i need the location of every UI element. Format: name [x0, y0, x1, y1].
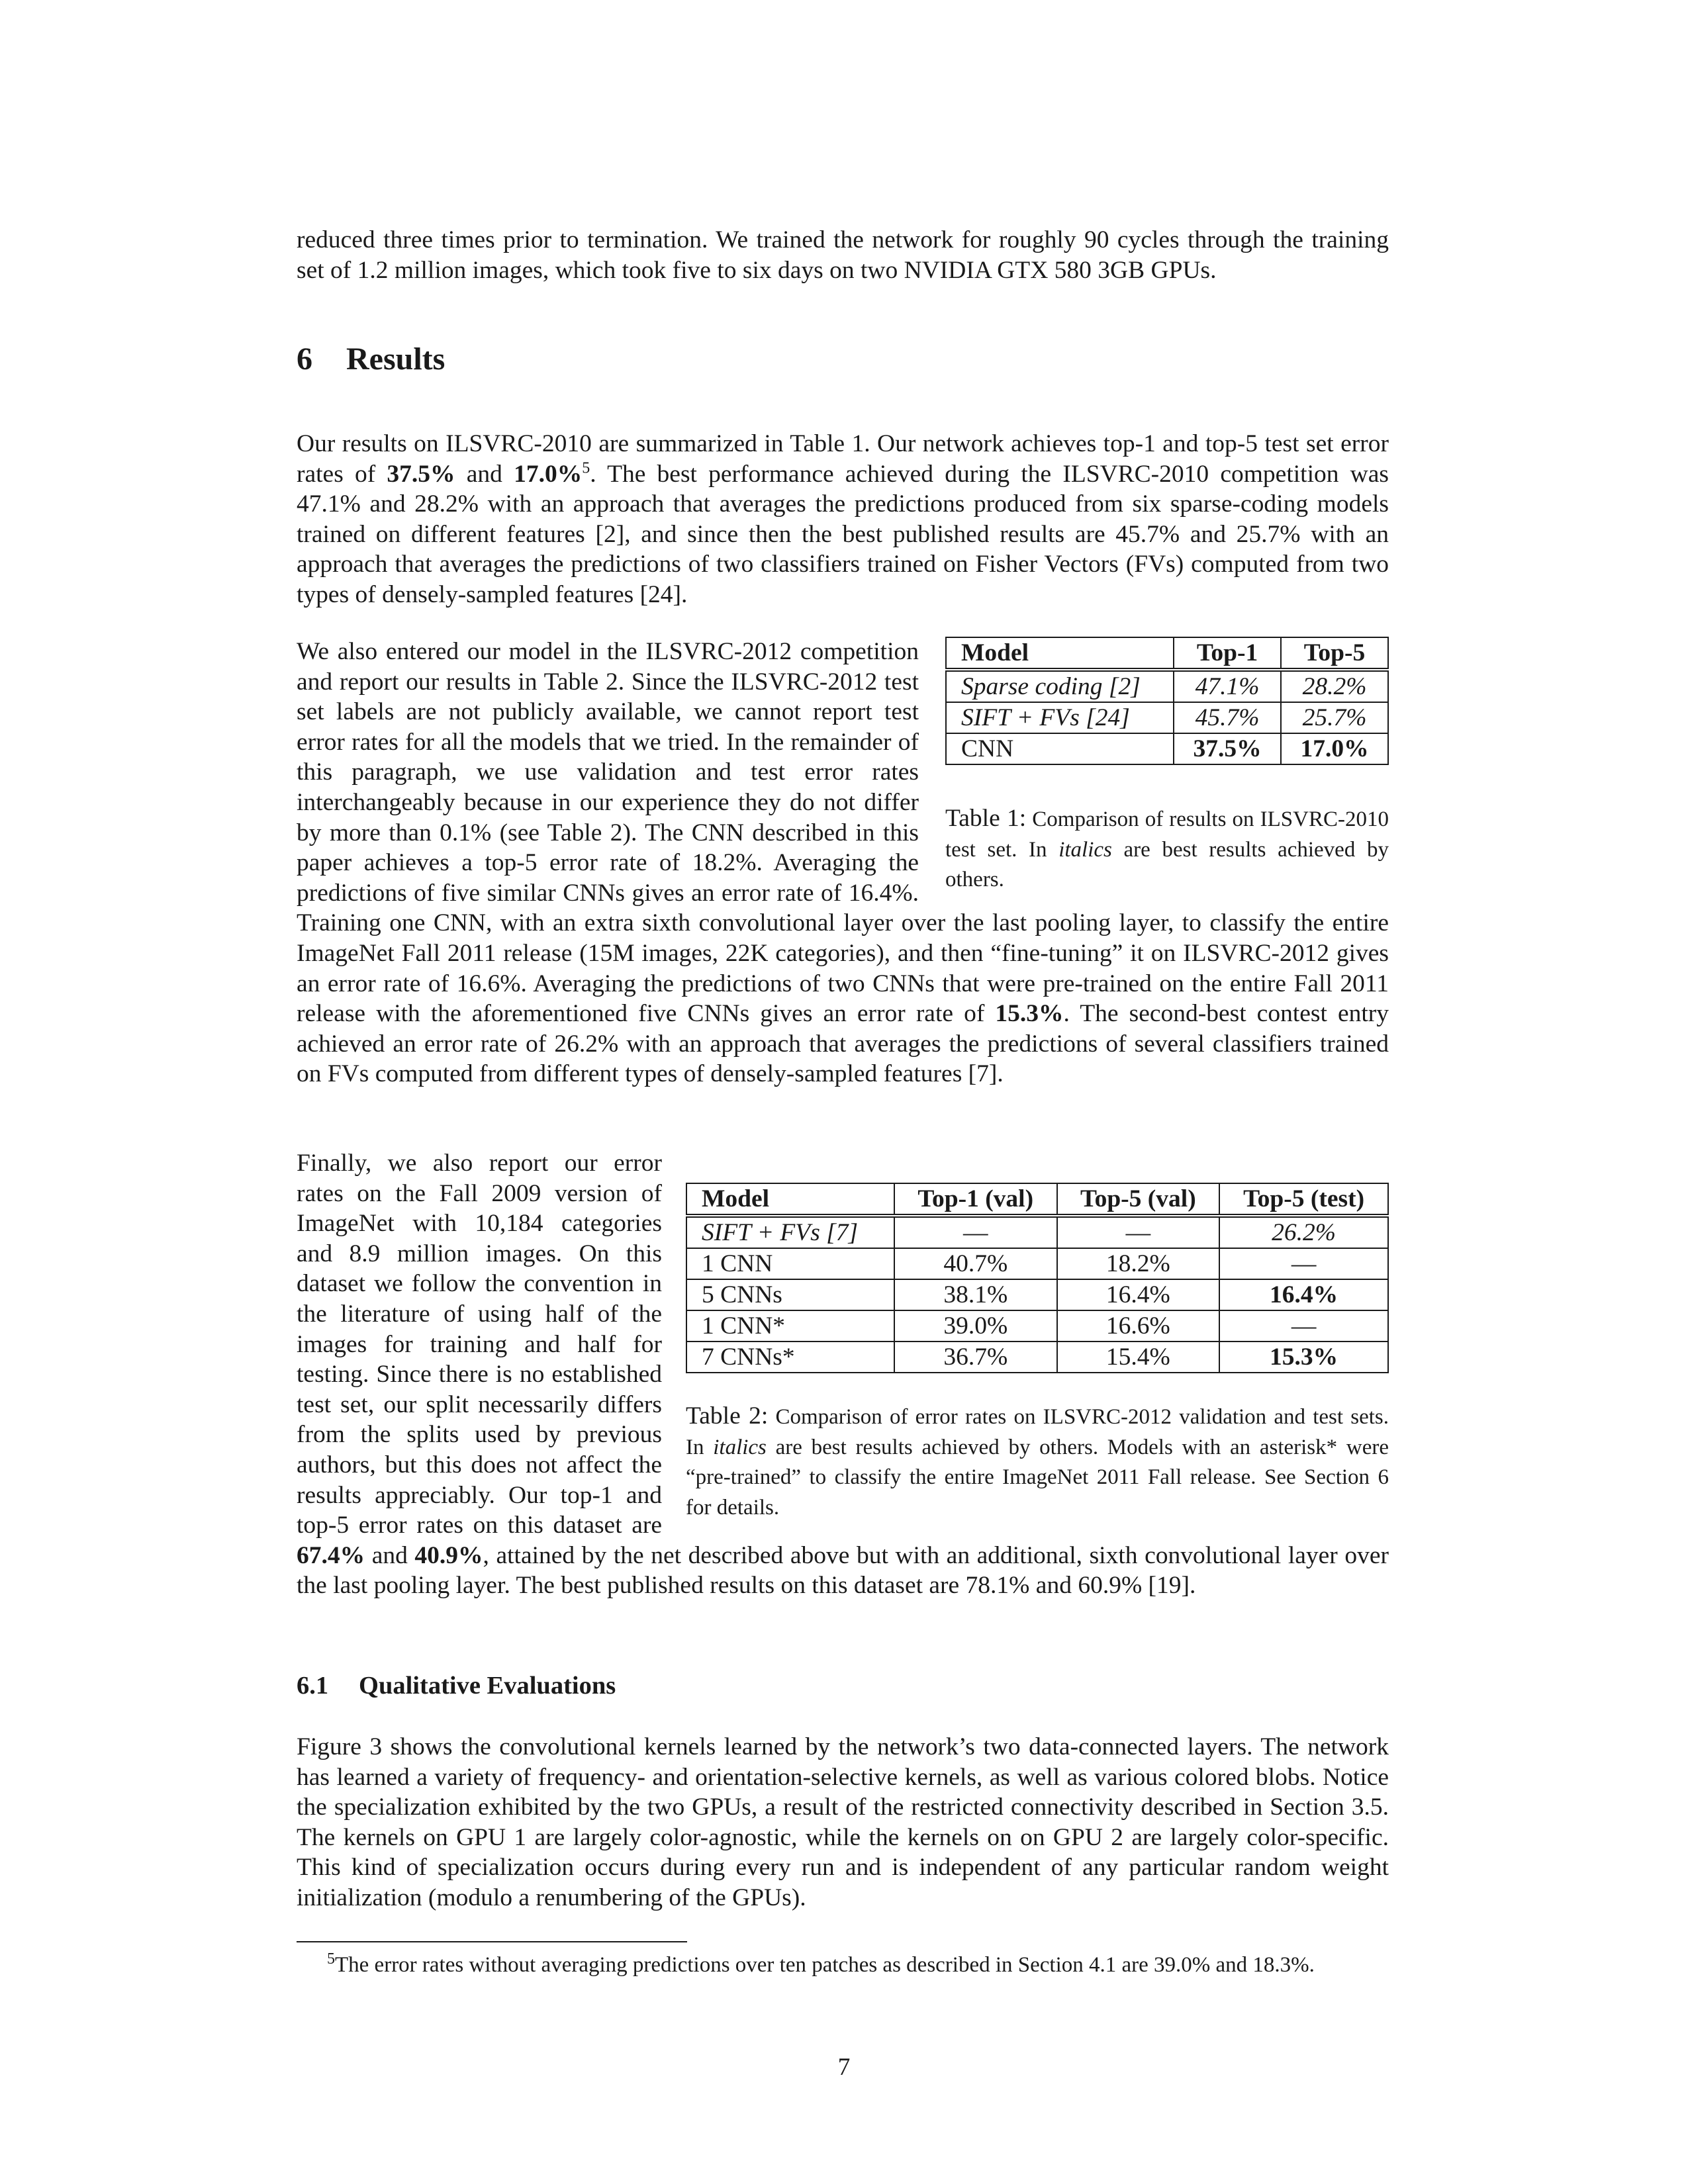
subsection-title: Qualitative Evaluations	[359, 1672, 616, 1700]
table2-caption-text-a: Comparison of error rates on ILSVRC-2012 validation and test sets. In	[686, 1405, 1389, 1459]
table1-cell: SIFT + FVs [24]	[946, 702, 1174, 733]
footnote-number: 5	[327, 1950, 335, 1968]
table2-caption-italic: italics	[713, 1435, 767, 1459]
table2-cell: 1 CNN	[686, 1248, 894, 1279]
table2-header-row	[686, 1183, 1388, 1216]
subsection-number: 6.1	[297, 1672, 329, 1700]
results2-text-a: We also entered our model in the ILSVRC-2012 competition and report our results in Table 2. Since the ILSVRC-2012 test set labels are not publicly available, we cannot report test error rates for all the models that we tried. In the remainder of this paragraph, we use validation and test error rates interchangeably because in our experience they do not differ by more than 0.1% (see Table 2). The CNN described in this paper achieves a top-5 error rate of 18.2%. Averaging the predictions of five similar CNNs gives an error rate of 16.4%. Training one CNN, with an extra sixth convolutional layer over the last pooling layer, to classify the entire ImageNet Fall 2011 release (15M images, 22K categories), and then “fine-tuning” it on ILSVRC-2012 gives an error rate of 16.6%. Averaging the predictions of two CNNs that were pre-trained on the entire Fall 2011 release with the aforementioned five CNNs gives an error rate of	[297, 638, 1389, 1028]
results2-text-c: . The second-best contest entry achieved an error rate of 26.2% with an approach that averages the predictions of several classifiers trained on FVs computed from different types of densely-sampled features [7].	[297, 1000, 1389, 1088]
table1-caption	[945, 803, 1389, 895]
table2-cell: 15.3%	[1219, 1342, 1388, 1373]
table1-cell: 45.7%	[1174, 702, 1281, 733]
table1-header-top5: Top-5	[1281, 637, 1388, 670]
table1-cell: 17.0%	[1281, 733, 1388, 764]
table2-float	[686, 1183, 1389, 1523]
table2-header-top5-test: Top-5 (test)	[1219, 1183, 1388, 1216]
table2-caption	[686, 1401, 1389, 1523]
table1-float	[945, 637, 1389, 895]
table1-cell: 25.7%	[1281, 702, 1388, 733]
table2-cell: 39.0%	[894, 1310, 1057, 1342]
results1-text-a: Our results on ILSVRC-2010 are summarized in Table 1. Our network achieves top-1 and top-5 test set error rates of	[297, 430, 1389, 488]
intro-paragraph: reduced three times prior to termination. We trained the network for roughly 90 cycles through the training set of 1.2 million images, which took five to six days on two NVIDIA GTX 580 3GB GPUs.	[297, 226, 1389, 284]
table-row	[946, 702, 1388, 733]
footnote-divider	[297, 1941, 687, 1942]
table-2	[686, 1183, 1389, 1373]
table1-cell: 47.1%	[1174, 670, 1281, 702]
table2-cell: 16.4%	[1057, 1279, 1220, 1310]
table2-cell: —	[1057, 1216, 1220, 1248]
table2-cell: 7 CNNs*	[686, 1342, 894, 1373]
table-row	[946, 733, 1388, 764]
table2-header-model: Model	[686, 1183, 894, 1216]
table2-cell: 18.2%	[1057, 1248, 1220, 1279]
section-title: Results	[346, 341, 445, 377]
results-block-2	[297, 637, 1389, 1089]
footnote-marker[interactable]: 5	[582, 459, 590, 477]
table-row	[946, 670, 1388, 702]
table-row	[686, 1310, 1388, 1342]
table2-caption-label: Table 2:	[686, 1402, 769, 1430]
results1-top5-value: 17.0%	[514, 460, 583, 488]
page-number: 7	[837, 2054, 851, 2081]
table2-cell: —	[1219, 1248, 1388, 1279]
results2-bold-value: 15.3%	[995, 1000, 1064, 1028]
table2-cell: SIFT + FVs [7]	[686, 1216, 894, 1248]
table2-cell: 15.4%	[1057, 1342, 1220, 1373]
table-row	[686, 1342, 1388, 1373]
table1-header-model: Model	[946, 637, 1174, 670]
table1-caption-text-b: are best results achieved by others.	[945, 837, 1389, 892]
qualitative-paragraph: Figure 3 shows the convolutional kernels learned by the network’s two data-connected layers. The network has learned a variety of frequency- and orientation-selective kernels, as well as various colored blobs. Notice the specialization exhibited by the two GPUs, a result of the restricted connectivity described in Section 3.5. The kernels on GPU 1 are largely color-agnostic, while the kernels on on GPU 2 are largely color-specific. This kind of specialization occurs during every run and is independent of any particular random weight initialization (modulo a renumbering of the GPUs).	[297, 1733, 1389, 1911]
results3-top5-value: 40.9%	[414, 1541, 483, 1569]
table1-header-top1: Top-1	[1174, 637, 1281, 670]
table1-cell: CNN	[946, 733, 1174, 764]
table-row	[686, 1279, 1388, 1310]
table2-header-top1-val: Top-1 (val)	[894, 1183, 1057, 1216]
table1-header-row	[946, 637, 1388, 670]
table2-caption-text-b: are best results achieved by others. Models with an asterisk* were “pre-trained” to classify the entire ImageNet 2011 Fall release. See Section 6 for details.	[686, 1435, 1389, 1520]
results3-text-d: , attained by the net described above but with an additional, sixth convolutional layer over the last pooling layer. The best published results on this dataset are 78.1% and 60.9% [19].	[297, 1541, 1389, 1600]
table2-cell: 26.2%	[1219, 1216, 1388, 1248]
section-heading	[297, 341, 445, 377]
table2-cell: 38.1%	[894, 1279, 1057, 1310]
table2-cell: 16.4%	[1219, 1279, 1388, 1310]
results-paragraph-1	[297, 429, 1389, 610]
table2-cell: 16.6%	[1057, 1310, 1220, 1342]
table-row	[686, 1216, 1388, 1248]
results3-text-c: and	[365, 1541, 415, 1569]
table1-caption-text-a: Comparison of results on ILSVRC-2010 test set. In	[945, 807, 1389, 862]
table1-caption-italic: italics	[1058, 837, 1112, 862]
results-block-3	[297, 1148, 1389, 1601]
results3-top1-value: 67.4%	[297, 1541, 365, 1569]
table1-cell: Sparse coding [2]	[946, 670, 1174, 702]
table2-cell: 1 CNN*	[686, 1310, 894, 1342]
section-number: 6	[297, 341, 312, 377]
table1-caption-label: Table 1:	[945, 805, 1027, 832]
table1-cell: 37.5%	[1174, 733, 1281, 764]
table-1	[945, 637, 1389, 765]
table2-cell: 5 CNNs	[686, 1279, 894, 1310]
table2-cell: 36.7%	[894, 1342, 1057, 1373]
subsection-heading	[297, 1671, 616, 1700]
results1-text-d: . The best performance achieved during the ILSVRC-2010 competition was 47.1% and 28.2% with an approach that averages the predictions produced from six sparse-coding models trained on different features [2], and since then the best published results are 45.7% and 25.7% with an approach that averages the predictions of two classifiers trained on Fisher Vectors (FVs) computed from two types of densely-sampled features [24].	[297, 460, 1389, 608]
table2-header-top5-val: Top-5 (val)	[1057, 1183, 1220, 1216]
table2-cell: 40.7%	[894, 1248, 1057, 1279]
results1-top1-value: 37.5%	[387, 460, 455, 488]
table1-cell: 28.2%	[1281, 670, 1388, 702]
results3-text-a: Finally, we also report our error rates on the Fall 2009 version of ImageNet with 10,184 categories and 8.9 million images. On this dataset we follow the convention in the literature of using half of the images for training and half for testing. Since there is no established test set, our split necessarily differs from the splits used by previous authors, but this does not affect the results appreciably. Our top-1 and top-5 error rates on this dataset are	[297, 1150, 662, 1539]
footnote-text: The error rates without averaging predictions over ten patches as described in Section 4.1 are 39.0% and 18.3%.	[335, 1953, 1315, 1977]
results1-text-c: and	[455, 460, 514, 488]
table-row	[686, 1248, 1388, 1279]
table2-cell: —	[1219, 1310, 1388, 1342]
table2-cell: —	[894, 1216, 1057, 1248]
footnote	[297, 1952, 1389, 1978]
